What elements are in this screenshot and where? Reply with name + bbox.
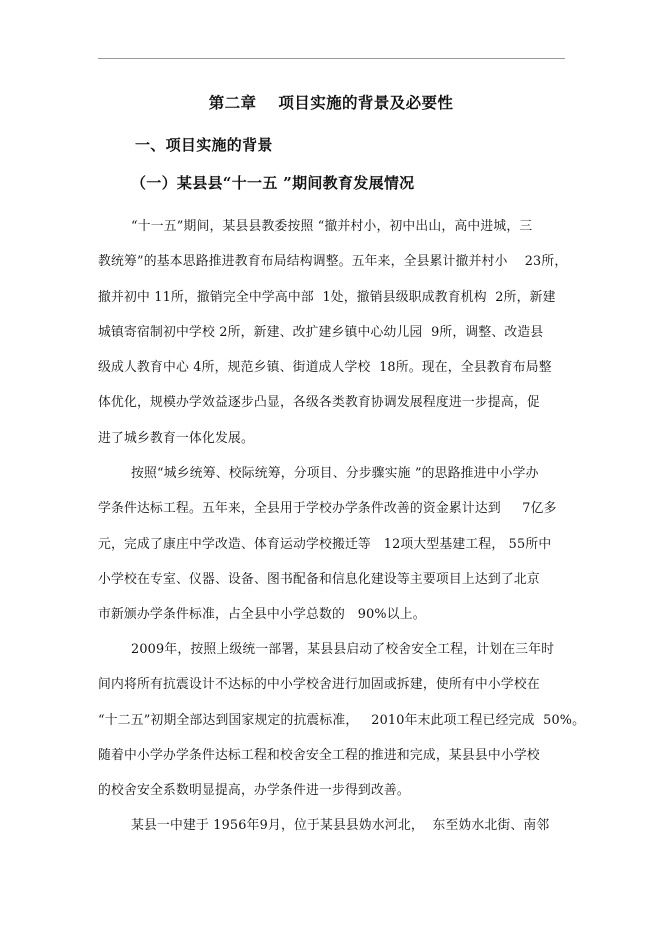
paragraph-line: 市新颁办学条件标准，占全县中小学总数的 90%以上。 — [98, 607, 426, 623]
paragraph-line: “十一五”期间，某县县教委按照 “撤并村小，初中出山，高中进城，三 — [131, 219, 533, 234]
paragraph-line: 按照“城乡统筹、校际统筹，分项目、分步骤实施 ”的思路推进中小学办 — [131, 466, 539, 481]
paragraph-line: 的校舍安全系数明显提高，办学条件进一步得到改善。 — [98, 783, 410, 799]
paragraph-line: 随着中小学办学条件达标工程和校舍安全工程的推进和完成，某县县中小学校 — [98, 747, 540, 763]
paragraph-line: 体优化，规模办学效益逐步凸显，各级各类教育协调发展程度进一步提高，促 — [98, 395, 540, 411]
paragraph-3 — [98, 632, 586, 808]
section-heading: 一、项目实施的背景 — [135, 136, 273, 154]
chapter-number: 第二章 — [208, 93, 257, 112]
paragraph-line: 教统筹”的基本思路推进教育布局结构调整。五年来，全县累计撤并村小 23所， — [98, 254, 568, 270]
paragraph-4 — [98, 808, 578, 843]
paragraph-line: 元，完成了康庄中学改造、体育运动学校搬迁等 12项大型基建工程， 55所中 — [98, 536, 552, 552]
paragraph-line: “十二五”初期全部达到国家规定的抗震标准， 2010年末此项工程已经完成 50%。 — [98, 712, 586, 728]
paragraph-2 — [98, 456, 578, 632]
paragraph-line: 间内将所有抗震设计不达标的中小学校舍进行加固或拆建，使所有中小学校在 — [98, 677, 540, 693]
chapter-name: 项目实施的背景及必要性 — [278, 93, 454, 112]
paragraph-line: 撤并初中 11所，撤销完全中学高中部 1处，撤销县级职成教育机构 2所，新建 — [98, 289, 556, 305]
paragraph-line: 小学校在专室、仪器、设备、图书配备和信息化建设等主要项目上达到了北京 — [98, 571, 540, 587]
chapter-title — [0, 91, 662, 113]
paragraph-line: 学条件达标工程。五年来，全县用于学校办学条件改善的资金累计达到 7亿多 — [98, 501, 557, 517]
paragraph-line: 某县一中建于 1956年9月，位于某县县妫水河北， 东至妫水北街、南邻 — [131, 818, 550, 833]
header-rule — [98, 58, 565, 59]
paragraph-line: 2009年，按照上级统一部署，某县县启动了校舍安全工程，计划在三年时 — [131, 642, 555, 657]
paragraph-line: 进了城乡教育一体化发展。 — [98, 430, 254, 446]
paragraph-line: 城镇寄宿制初中学校 2所，新建、改扩建乡镇中心幼儿园 9所，调整、改造县 — [98, 324, 544, 340]
paragraph-1 — [98, 209, 578, 456]
subsection-heading: （一）某县县“十一五 ”期间教育发展情况 — [131, 174, 415, 192]
paragraph-line: 级成人教育中心 4所，规范乡镇、街道成人学校 18所。现在，全县教育布局整 — [98, 360, 552, 376]
